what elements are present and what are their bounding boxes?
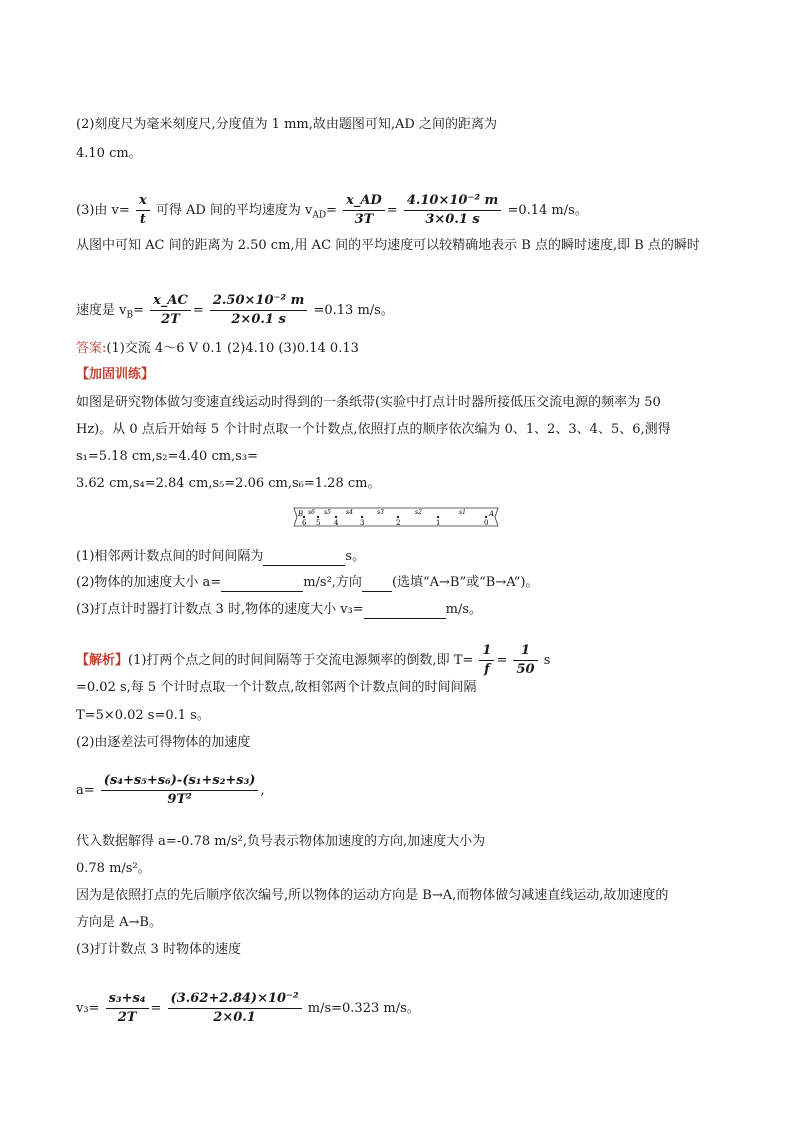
fraction-numerator: 4.10×10⁻² m (406, 193, 499, 208)
fraction-acceleration (101, 772, 259, 809)
subscript: AD (312, 210, 327, 221)
fraction-denominator: 3×0.1 s (404, 210, 501, 229)
fraction-v3 (106, 990, 149, 1027)
question-text: (1)相邻两计数点间的时间间隔为 (76, 549, 264, 564)
tape-dot (317, 516, 319, 518)
text: (3)由 v= (76, 203, 130, 218)
fraction-1-over-f (479, 642, 494, 679)
question-2 (76, 574, 538, 592)
tape-point-label: 0 (484, 519, 489, 527)
fraction-denominator: 2×0.1 (168, 1008, 302, 1027)
problem-line-1: 如图是研究物体做匀变速直线运动时得到的一条纸带(实验中打点计时器所接低压交流电源的频率为 50 (76, 395, 661, 410)
answer-blank-3[interactable] (364, 604, 446, 619)
text: , (260, 783, 265, 798)
tape-label-a: A (489, 510, 495, 518)
fraction-denominator: f (479, 660, 494, 679)
question-1 (76, 548, 365, 566)
fraction-numerator: x (138, 193, 147, 208)
fraction-v (136, 192, 150, 229)
fraction-denominator: 2×0.1 s (210, 310, 307, 329)
tape-point-label: 6 (302, 519, 307, 527)
tape-segment-label: s5 (324, 509, 331, 516)
tape-segment-label: s4 (346, 509, 353, 516)
solution-line-9: 方向是 A→B。 (76, 915, 162, 930)
question-3 (76, 601, 482, 619)
solution-line-ad-velocity: (3)由 v= $\frac{x}{t}$ 可得 AD 间的平均速度为 $v_{AD}=$ $\frac{x\_AD}{3T}$ = $\frac{\text{4.10×10⁻² m}}{3\times 0.1 s}$ =0.14 m/s。 (76, 193, 588, 227)
fraction-numerator: 1 (521, 643, 531, 658)
solution-label: 【解析】 (76, 653, 129, 668)
fraction-ad-value (404, 192, 501, 229)
answer-blank-2a[interactable] (221, 577, 303, 592)
text: =0.13 m/s。 (313, 303, 394, 318)
text: m/s=0.323 m/s。 (307, 1001, 420, 1016)
question-text: (3)打点计时器打计数点 3 时,物体的速度大小 v₃= (76, 602, 364, 617)
tape-dot (335, 516, 337, 518)
text: a= (76, 783, 95, 798)
answer-blank-1[interactable] (263, 551, 345, 566)
question-end: s。 (345, 549, 366, 564)
question-mid: m/s²,方向 (303, 575, 362, 590)
tape-segment-label: s3 (377, 509, 384, 516)
fraction-numerator: s₃+s₄ (108, 991, 146, 1006)
solution-line-6: 代入数据解得 a=-0.78 m/s²,负号表示物体加速度的方向,加速度大小为 (76, 834, 486, 849)
tape-point-label: 5 (316, 519, 321, 527)
text: 速度是 v (76, 303, 127, 318)
fraction-denominator: 9T² (101, 790, 259, 809)
fraction-numerator: (s₄+s₅+s₆)-(s₁+s₂+s₃) (103, 773, 256, 788)
problem-line-2: Hz)。从 0 点后开始每 5 个计时点取一个计数点,依照打点的顺序依次编为 0、1、2、3、4、5、6,测得 (76, 422, 671, 437)
tape-point-label: 2 (396, 519, 401, 527)
tape-point-label: 3 (360, 519, 365, 527)
text: v₃= (76, 1001, 100, 1016)
paper-tape-figure (290, 505, 502, 529)
fraction-denominator: 2T (150, 310, 191, 329)
question-text: (2)物体的加速度大小 a= (76, 575, 222, 590)
fraction-1-over-50 (513, 642, 537, 679)
tape-dot (437, 516, 439, 518)
fraction-denominator: 3T (343, 210, 385, 229)
solution-line-10: (3)打计数点 3 时物体的速度 (76, 942, 241, 957)
fraction-denominator: 2T (106, 1008, 149, 1027)
solution-line-7: 0.78 m/s²。 (76, 861, 151, 876)
fraction-denominator: 50 (513, 660, 537, 679)
answer-blank-2b[interactable] (362, 577, 392, 592)
subscript: B (126, 310, 134, 321)
fraction-ac (150, 292, 191, 329)
problem-line-3: s₁=5.18 cm,s₂=4.40 cm,s₃= (76, 449, 258, 464)
text: 可得 AD 间的平均速度为 v (155, 203, 313, 218)
solution-line-acceleration-formula (76, 772, 265, 809)
tape-dot (397, 516, 399, 518)
fraction-numerator: 2.50×10⁻² m (212, 293, 305, 308)
answer-line (76, 340, 359, 358)
tape-point-label: 1 (436, 519, 441, 527)
fraction-ad (343, 192, 385, 229)
tape-segment-label: s6 (308, 509, 315, 516)
fraction-denominator: t (136, 210, 150, 229)
solution-line-ac-distance: 从图中可知 AC 间的距离为 2.50 cm,用 AC 间的平均速度可以较精确地表示 B 点的瞬时速度,即 B 点的瞬时 (76, 238, 700, 253)
problem-line-4: 3.62 cm,s₄=2.84 cm,s₅=2.06 cm,s₆=1.28 cm。 (76, 476, 381, 491)
fraction-numerator: x_AC (153, 293, 188, 308)
tape-segment-label: s2 (415, 509, 422, 516)
solution-line-8: 因为是依照打点的先后顺序依次编号,所以物体的运动方向是 B→A,而物体做匀减速直线运动,故加速度的 (76, 888, 669, 903)
tape-dot (485, 516, 487, 518)
answer-label: 答案: (76, 341, 107, 356)
fraction-numerator: x_AD (346, 193, 382, 208)
tape-label-b: B (298, 510, 304, 518)
question-end: m/s。 (445, 602, 483, 617)
section-title: 【加固训练】 (76, 367, 155, 382)
solution-line-1: 【解析】(1)打两个点之间的时间间隔等于交流电源频率的倒数,即 T= $\frac{1}{f}$ = $\frac{1}{50}$ s (76, 643, 551, 677)
solution-line-velocity-formula: v₃= $\frac{\text{s₃+s₄}}{2T}$ = $\frac{\text{(3.62+2.84)×10⁻²}}{2\times 0.1}$ m/s=0.323 m/s。 (76, 991, 420, 1025)
answer-text: (1)交流 4～6 V 0.1 (2)4.10 (3)0.14 0.13 (106, 341, 359, 356)
fraction-numerator: 1 (482, 643, 492, 658)
question-end: (选填“A→B”或“B→A”)。 (391, 575, 539, 590)
fraction-numerator: (3.62+2.84)×10⁻² (170, 991, 299, 1006)
solution-line-4: (2)由逐差法可得物体的加速度 (76, 735, 251, 750)
text: (1)打两个点之间的时间间隔等于交流电源频率的倒数,即 T= (128, 653, 474, 668)
solution-line-2: =0.02 s,每 5 个计时点取一个计数点,故相邻两个计数点间的时间间隔 (76, 680, 477, 695)
tape-points (302, 509, 488, 527)
text: s (543, 653, 551, 668)
tape-dot (303, 516, 305, 518)
solution-line-b-velocity: 速度是 $v_B=$ $\frac{x\_AC}{2T}$ = $\frac{\text{2.50×10⁻² m}}{2\times 0.1 s}$ =0.13 m/s。 (76, 293, 394, 327)
fraction-v3-value (168, 990, 302, 1027)
tape-dot (361, 516, 363, 518)
tape-point-label: 4 (334, 519, 339, 527)
text: =0.14 m/s。 (507, 203, 588, 218)
solution-line-ad-value: 4.10 cm。 (76, 146, 142, 161)
solution-line-3: T=5×0.02 s=0.1 s。 (76, 708, 210, 723)
tape-segment-label: s1 (459, 509, 466, 516)
fraction-ac-value (210, 292, 307, 329)
solution-line-ad-distance: (2)刻度尺为毫米刻度尺,分度值为 1 mm,故由题图可知,AD 之间的距离为 (76, 117, 497, 132)
